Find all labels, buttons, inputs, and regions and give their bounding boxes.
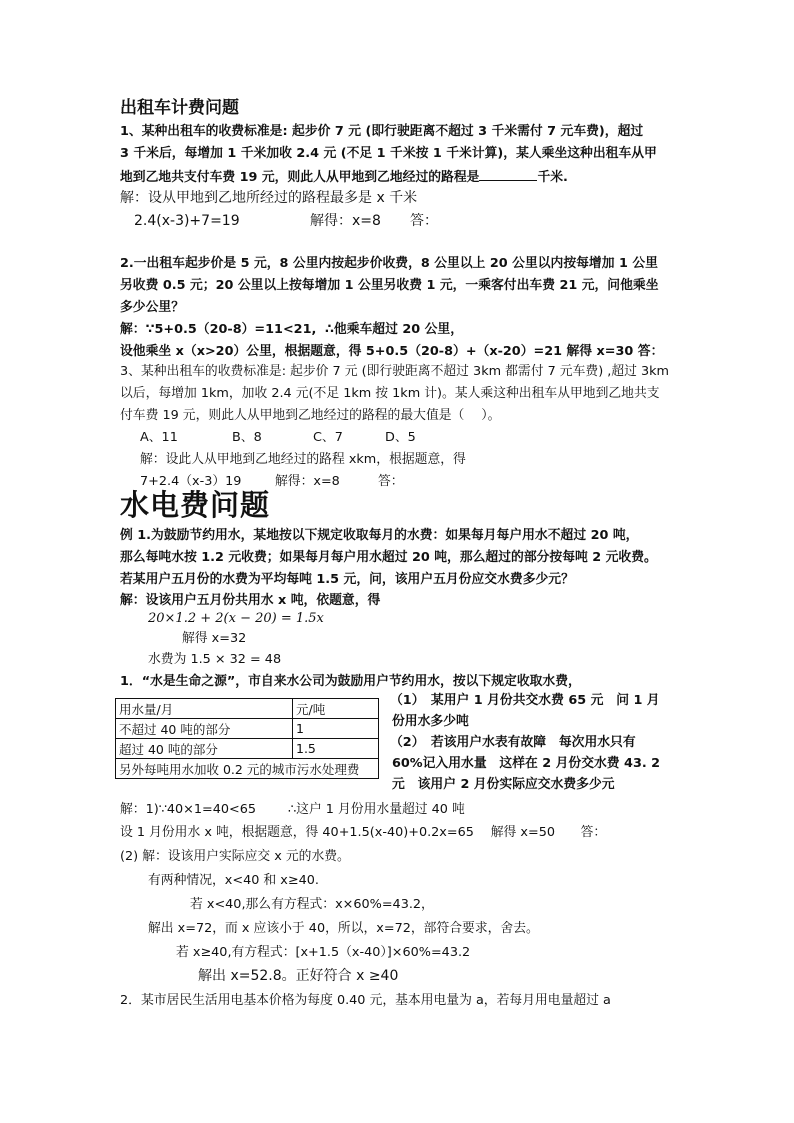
problem1-solution-line7: 若 x≥40,有方程式：[x+1.5（x-40）]×60%=43.2 (176, 945, 471, 960)
problem1-q1-line1: （1） 某用户 1 月份共交水费 65 元 问 1 月 (390, 693, 660, 708)
q3-solution-answer: 答： (378, 474, 404, 489)
problem1-solution-line5: 若 x<40,那么有方程式：x×60%=43.2， (190, 897, 434, 912)
table-cell: 超过 40 吨的部分 (116, 739, 293, 759)
q3-option-b: B、8 (232, 430, 262, 445)
q1-line2: 3 千米后，每增加 1 千米加收 2.4 元 (不足 1 千米按 1 千米计算)，某人乘坐这种出租车从甲 (120, 146, 657, 161)
problem1-q2-line3: 元 该用户 2 月份实际应交水费多少元 (392, 777, 615, 792)
table-row (116, 759, 379, 779)
table-row (116, 699, 379, 719)
q3-option-c: C、7 (313, 430, 343, 445)
table-cell: 1 (293, 719, 379, 739)
problem1-solution-line3: (2) 解：设该用户实际应交 x 元的水费。 (120, 849, 350, 864)
q1-line1: 1、某种出租车的收费标准是: 起步价 7 元 (即行驶距离不超过 3 千米需付 7 元车费)，超过 (120, 124, 644, 139)
problem1-solution-line6: 解出 x=72，而 x 应该小于 40，所以，x=72，部符合要求，舍去。 (148, 921, 539, 936)
problem1-solution-line4: 有两种情况，x<40 和 x≥40. (148, 873, 319, 888)
q1-solution-equation: 2.4(x-3)+7=19 (134, 213, 240, 229)
section-title-water: 水电费问题 (120, 488, 271, 522)
q1-line3-unit: 千米. (537, 170, 568, 185)
example-line1: 例 1.为鼓励节约用水，某地按以下规定收取每月的水费：如果每月每户用水不超过 20 吨， (120, 528, 639, 543)
problem2-line1: 2．某市居民生活用电基本价格为每度 0.40 元，基本用电量为 a，若每月用电量超过 a (120, 993, 611, 1008)
example-equation: 20×1.2 + 2(x − 20) = 1.5x (148, 611, 324, 626)
q2-solution-line1b: ∴他乘车超过 20 公里， (325, 322, 463, 337)
example-line3: 若某用户五月份的水费为平均每吨 1.5 元，问，该用户五月份应交水费多少元？ (120, 572, 574, 587)
problem1-solution-line8: 解出 x=52.8。正好符合 x ≥40 (198, 968, 399, 984)
section-title-taxi: 出租车计费问题 (120, 98, 239, 118)
table-cell: 不超过 40 吨的部分 (116, 719, 293, 739)
problem1-solution-line2: 设 1 月份用水 x 吨，根据题意，得 40+1.5(x-40)+0.2x=65 解得 x=50 答： (120, 825, 607, 840)
q2-solution-line2: 设他乘坐 x（x>20）公里，根据题意，得 5+0.5（20-8）+（x-20）=21 解得 x=30 答： (120, 344, 664, 359)
example-fee: 水费为 1.5 × 32 = 48 (148, 652, 282, 667)
q3-line1: 3、某种出租车的收费标准是: 起步价 7 元 (即行驶距离不超过 3km 都需付 7 元车费) ,超过 3km (120, 364, 670, 379)
water-fee-table (115, 698, 379, 779)
problem1-solution-line1b: ∴这户 1 月份用水量超过 40 吨 (288, 802, 465, 817)
example-result: 解得 x=32 (182, 631, 247, 646)
table-header-price: 元/吨 (293, 699, 379, 719)
q3-line2: 以后，每增加 1km，加收 2.4 元(不足 1km 按 1km 计)。某人乘这种出租车从甲地到乙地共支 (120, 386, 660, 401)
q1-solution-result: 解得：x=8 (310, 213, 381, 229)
q1-line3-text: 地到乙地共支付车费 19 元，则此人从甲地到乙地经过的路程是 (120, 170, 480, 185)
q2-solution-line1a: 解：∵5+0.5（20-8）=11<21, (120, 322, 317, 337)
table-cell: 1.5 (293, 739, 379, 759)
q3-solution-equation: 7+2.4（x-3）19 (140, 474, 242, 489)
problem1-q2-line1: （2） 若该用户水表有故障 每次用水只有 (390, 735, 636, 750)
answer-blank (479, 168, 537, 181)
table-row (116, 739, 379, 759)
example-line2: 那么每吨水按 1.2 元收费；如果每月每户用水超过 20 吨，那么超过的部分按每吨 2 元收费。 (120, 550, 657, 565)
problem1-q1-line2: 份用水多少吨 (392, 714, 469, 729)
q2-line2: 另收费 0.5 元；20 公里以上按每增加 1 公里另收费 1 元，一乘客付出车费 21 元，问他乘坐 (120, 278, 659, 293)
problem1-line1: 1．“水是生命之源”，市自来水公司为鼓励用户节约用水，按以下规定收取水费， (120, 674, 581, 689)
q3-solution-line1: 解：设此人从甲地到乙地经过的路程 xkm，根据题意，得 (140, 452, 466, 467)
example-solution-line1: 解：设该用户五月份共用水 x 吨，依题意，得 (120, 593, 381, 608)
problem1-q2-line2: 60%记入用水量 这样在 2 月份交水费 43. 2 (392, 756, 661, 771)
q2-line1: 2.一出租车起步价是 5 元，8 公里内按起步价收费，8 公里以上 20 公里以内按每增加 1 公里 (120, 256, 658, 271)
problem1-solution-line1a: 解：1)∵40×1=40<65 (120, 802, 257, 817)
table-header-usage: 用水量/月 (116, 699, 293, 719)
q3-option-d: D、5 (385, 430, 416, 445)
q3-option-a: A、11 (140, 430, 178, 445)
q2-line3: 多少公里？ (120, 300, 184, 315)
q1-line3 (120, 168, 568, 186)
table-cell: 另外每吨用水加收 0.2 元的城市污水处理费 (116, 759, 379, 779)
q3-line3: 付车费 19 元，则此人从甲地到乙地经过的路程的最大值是（ ）。 (120, 408, 501, 423)
q1-solution-answer: 答： (410, 213, 438, 229)
table-row (116, 719, 379, 739)
q1-solution-line1: 解：设从甲地到乙地所经过的路程最多是 x 千米 (120, 190, 418, 206)
q3-solution-result: 解得：x=8 (275, 474, 340, 489)
